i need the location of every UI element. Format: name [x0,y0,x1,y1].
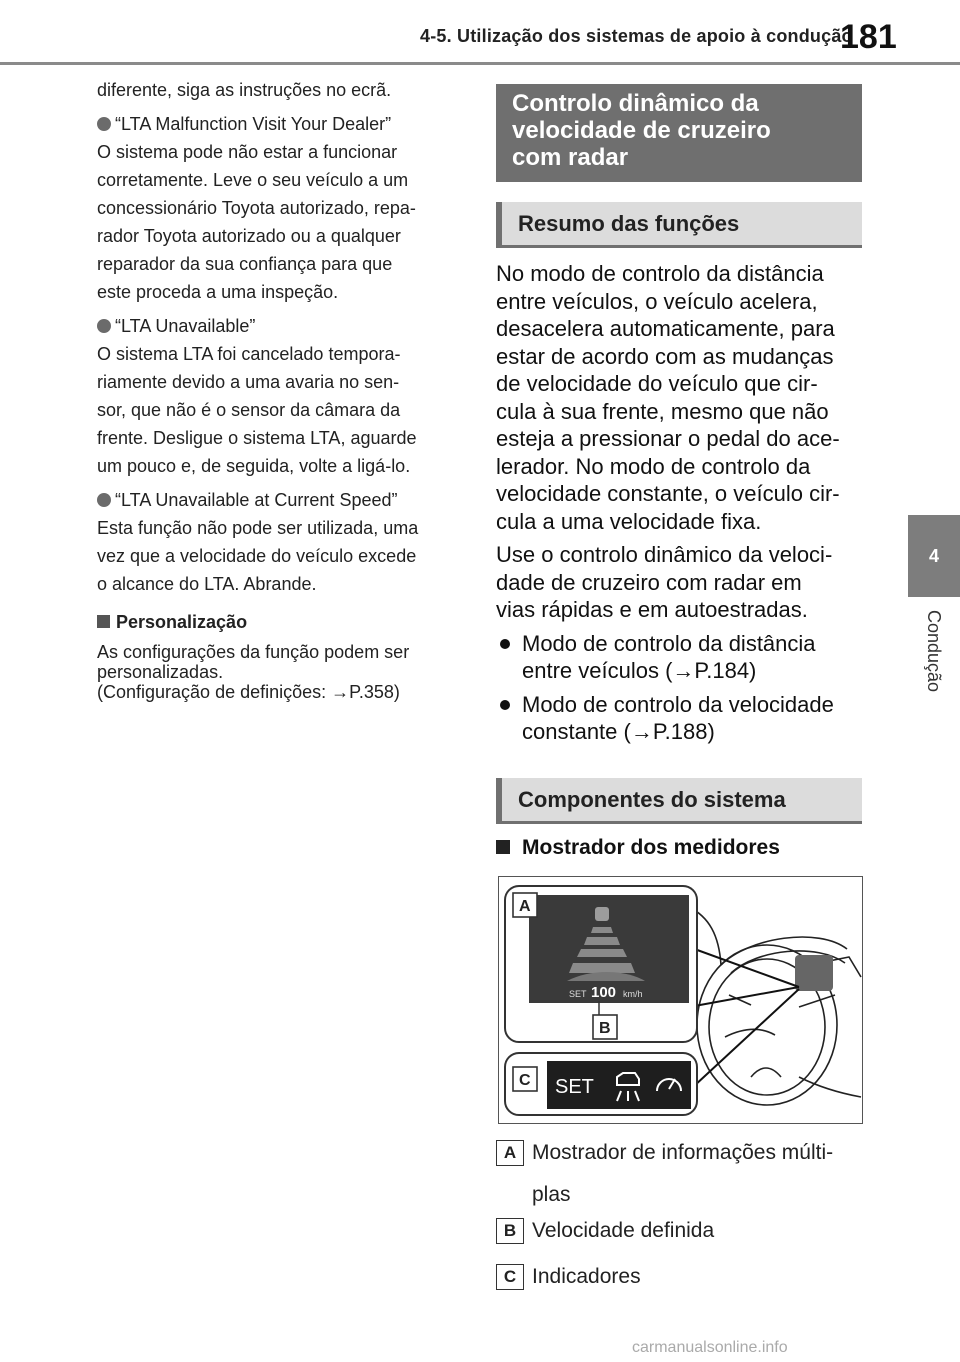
body-line: rador Toyota autorizado ou a qualquer [97,226,401,246]
body-line: personalizadas. [97,662,224,682]
body-line: desacelera automaticamente, para [496,316,835,341]
body-line: frente. Desligue o sistema LTA, aguarde [97,428,417,448]
body-line: sor, que não é o sensor da câmara da [97,400,401,420]
body-line: lerador. No modo de controlo da [496,453,811,479]
body-line: Modo de controlo da velocidade [522,691,834,717]
bullet-title: “LTA Unavailable” [115,316,256,336]
callout-c-label: C [519,1072,531,1089]
cluster-shape [795,955,833,991]
body-line: Esta função não pode ser utilizada, uma [97,518,419,538]
legend-key-box: A [496,1140,524,1166]
legend-item-b [496,1216,714,1246]
body-line: constante (→P.188) [522,719,715,744]
bullet-item [97,110,467,138]
body-line: Modo de controlo da distância [522,630,816,656]
chapter-tab [908,515,960,597]
body-line: (Configuração de definições: →P.358) [97,682,400,702]
banner-line: velocidade de cruzeiro [512,117,771,144]
page-header [0,0,960,70]
legend-text: Velocidade definida [532,1219,715,1242]
body-line: estar de acordo com as mudanças [496,343,834,369]
mode-item [496,630,862,685]
body-line: As configurações da função podem ser [97,642,410,662]
body-line: cula à sua frente, mesmo que não [496,398,829,424]
legend-key-box: C [496,1264,524,1290]
legend-text: Indicadores [532,1265,641,1288]
section-title: 4-5. Utilização dos sistemas de apoio à condução [420,26,853,46]
body-line: reparador da sua confiança para que [97,254,393,274]
body-line: este proceda a uma inspeção. [97,282,339,302]
body-line: vez que a velocidade do veículo excede [97,546,417,566]
page-number: 181 [840,18,897,56]
body-line: Use o controlo dinâmico da veloci- [496,542,833,567]
mode-item [496,691,862,746]
chapter-section-banner [496,84,862,182]
bullet-title: “LTA Unavailable at Current Speed” [115,490,398,510]
meters-heading [496,834,862,862]
callout-a-label: A [519,898,531,915]
lead-vehicle-icon [595,907,609,921]
body-line: cula a uma velocidade fixa. [496,508,762,534]
body-line: No modo de controlo da distância [496,261,824,286]
leader-lines [689,947,799,1087]
body-line: O sistema LTA foi cancelado tempora- [97,344,401,364]
left-column [97,76,467,702]
body-line: de velocidade do veículo que cir- [496,371,818,396]
body-line: esteja a pressionar o pedal do ace- [496,426,840,451]
body-line: dade de cruzeiro com radar em [496,569,802,595]
body-line: velocidade constante, o veículo cir- [496,481,840,506]
callout-b-label: B [599,1020,611,1037]
square-bullet-icon [496,840,510,854]
legend-text: Mostrador de informações múlti- [532,1141,834,1164]
bullet-dot-icon [97,117,111,131]
banner-line: com radar [512,144,629,171]
square-bullet-icon [97,615,110,628]
bullet-title: “LTA Malfunction Visit Your Dealer” [115,114,392,134]
legend-text: plas [532,1183,571,1206]
section-heading-components: Componentes do sistema [496,778,862,824]
body-line: vias rápidas e em autoestradas. [496,597,808,622]
steering-wheel-drawing [689,907,861,1105]
body-line: concessionário Toyota autorizado, repa- [97,198,416,218]
meter-illustration-svg [499,877,862,1123]
set-small-text: SET [569,989,587,999]
body-line: riamente devido a uma avaria no sen- [97,372,400,392]
custom-heading [97,608,467,636]
body-line: O sistema pode não estar a funcionar [97,142,398,162]
speed-value-text: 100 [591,984,617,1001]
legend-item-c [496,1262,641,1292]
chapter-number: 4 [928,545,939,566]
body-line: entre veículos (→P.184) [522,658,757,683]
meter-illustration [498,876,863,1124]
body-line: entre veículos, o veículo acelera, [496,288,818,314]
custom-heading-text: Personalização [116,612,248,632]
bullet-dot-icon [97,319,111,333]
body-line: corretamente. Leve o seu veículo a um [97,170,409,190]
legend-item-a [496,1138,833,1210]
section-heading-summary: Resumo das funções [496,202,862,248]
set-indicator-text: SET [555,1076,594,1098]
banner-line: Controlo dinâmico da [512,90,759,117]
legend-key-box: B [496,1218,524,1244]
header-divider [0,62,960,65]
bullet-dot-icon [97,493,111,507]
meters-heading-text: Mostrador dos medidores [522,836,780,859]
speed-unit-text: km/h [623,989,643,999]
watermark: carmanualsonline.info [632,1339,788,1356]
bullet-item [97,486,467,514]
body-line: o alcance do LTA. Abrande. [97,574,317,594]
chapter-label: Condução [924,610,944,693]
bullet-item [97,312,467,340]
intro-line: diferente, siga as instruções no ecrã. [97,80,392,100]
body-line: um pouco e, de seguida, volte a ligá-lo. [97,456,411,476]
summary-text [496,260,862,746]
